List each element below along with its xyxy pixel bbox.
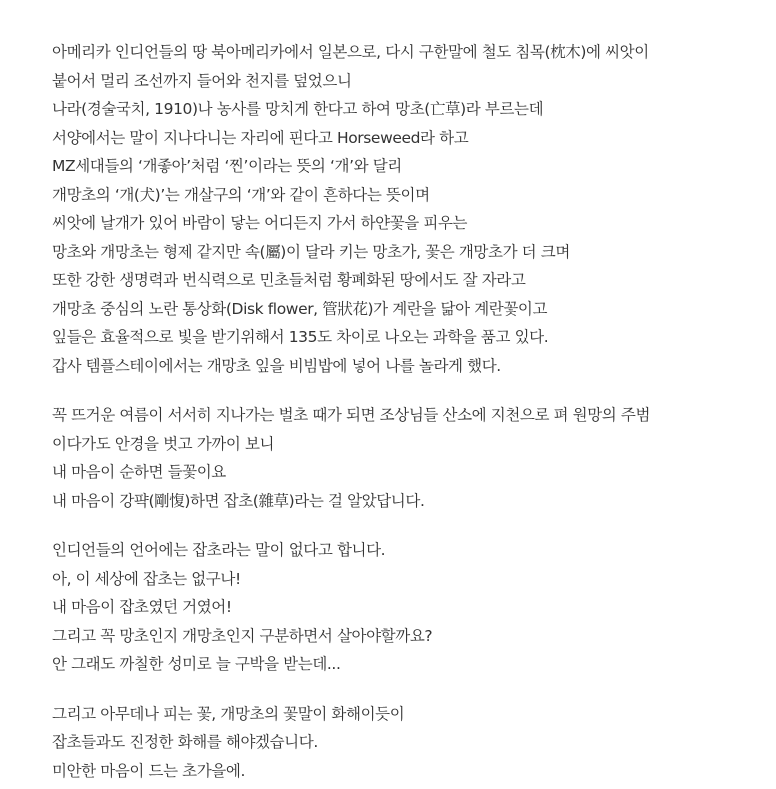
text-line: 개망초의 ‘개(犬)’는 개살구의 ‘개’와 같이 흔하다는 뜻이며 bbox=[52, 185, 430, 204]
text-line: 내 마음이 순하면 들꽃이요 bbox=[52, 463, 226, 481]
text-line: 망초와 개망초는 형제 같지만 속(屬)이 달라 키는 망초가, 꽃은 개망초가 더 크며 bbox=[52, 242, 570, 261]
text-line: 미안한 마음이 드는 초가을에. bbox=[52, 761, 245, 780]
text-line: 잡초들과도 진정한 화해를 해야겠습니다. bbox=[52, 733, 318, 751]
text-line: 꼭 뜨거운 여름이 서서히 지나가는 벌초 때가 되면 조상님들 산소에 지천으로 펴 원망의 주범 bbox=[52, 406, 651, 424]
text-line: 서양에서는 말이 지나다니는 자리에 핀다고 Horseweed라 하고 bbox=[52, 128, 469, 147]
stanza-4 bbox=[52, 700, 756, 786]
text-line: 안 그래도 까칠한 성미로 늘 구박을 받는데... bbox=[52, 655, 341, 673]
stanza-2 bbox=[52, 401, 756, 515]
stanza-3 bbox=[52, 536, 756, 679]
text-line: 이다가도 안경을 벗고 가까이 보니 bbox=[52, 434, 275, 453]
text-line: 아, 이 세상에 잡초는 없구나! bbox=[52, 569, 241, 588]
text-line: 씨앗에 날개가 있어 바람이 닿는 어디든지 가서 하얀꽃을 피우는 bbox=[52, 214, 468, 232]
text-line: 아메리카 인디언들의 땅 북아메리카에서 일본으로, 다시 구한말에 철도 침목(枕木)에 씨앗이 bbox=[52, 43, 649, 61]
text-line: 내 마음이 잡초였던 거였어! bbox=[52, 598, 232, 616]
text-line: 개망초 중심의 노란 통상화(Disk flower, 管狀花)가 계란을 닮아 계란꽃이고 bbox=[52, 299, 548, 318]
text-line: 내 마음이 강퍅(剛愎)하면 잡초(雜草)라는 걸 알았답니다. bbox=[52, 491, 425, 510]
text-line: 인디언들의 언어에는 잡초라는 말이 없다고 합니다. bbox=[52, 541, 386, 559]
text-line: 잎들은 효율적으로 빛을 받기위해서 135도 차이로 나오는 과학을 품고 있다. bbox=[52, 328, 549, 346]
text-line: MZ세대들의 ‘개좋아’처럼 ‘찐’이라는 뜻의 ‘개’와 달리 bbox=[52, 157, 402, 175]
text-line: 그리고 꼭 망초인지 개망초인지 구분하면서 살아야할까요? bbox=[52, 626, 433, 645]
text-line: 갑사 템플스테이에서는 개망초 잎을 비빔밥에 넣어 나를 놀라게 했다. bbox=[52, 356, 501, 375]
stanza-1 bbox=[52, 38, 756, 380]
text-line: 그리고 아무데나 피는 꽃, 개망초의 꽃말이 화해이듯이 bbox=[52, 704, 405, 723]
text-line: 붙어서 멀리 조선까지 들어와 천지를 덮었으니 bbox=[52, 71, 352, 90]
text-line: 나라(경술국치, 1910)나 농사를 망치게 한다고 하여 망초(亡草)라 부르는데 bbox=[52, 100, 544, 118]
text-line: 또한 강한 생명력과 번식력으로 민초들처럼 황폐화된 땅에서도 잘 자라고 bbox=[52, 271, 526, 289]
